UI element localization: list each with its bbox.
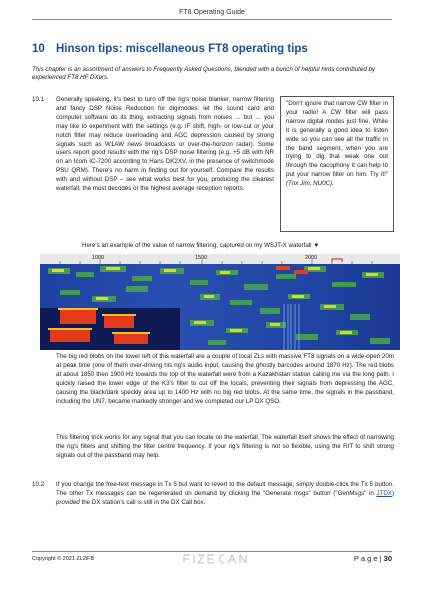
waterfall-frequency-scale: [40, 254, 400, 264]
chapter-intro: This chapter is an assortment of answers to Frequently Asked Questions, blended with a bunch of helpful hints contributed by experienced FT8 HF DXers.: [32, 66, 376, 82]
waterfall-explanation-paragraph: The big red blobs on the lower left of this waterfall are a couple of local ZLs with massive FT8 signals on a wide-open 20m at peak time (one of them over-driving his rig's audio input, causing the ghostly barcodes around 1870 Hz). The red blobs at about 1850 then 1900 Hz towards the top of the waterfall were from a Kazakhstan station calling me via the long path. I quickly raised the lower edge of the K3's filter to cut off the locals, preventing their signals from depressing the AGC, causing the black/dark speckly area up to 1400 Hz with no big red blobs. At the same time, the signals in the passband, including the UN7, became markedly stronger and we completed our LP DX QSO.: [56, 353, 394, 405]
scale-label-1500: 1500: [195, 255, 208, 261]
filtering-trick-paragraph: This filtering trick works for any signal that you can locate on the waterfall. The waterfall itself shows the effect of narrowing the rig's filters and shifting the filter centre frequency. If your rig's filtering is not so flexible, using the RIT to shift strong signals out of the passband may help.: [56, 434, 394, 459]
item-number-10-2: 10.2: [32, 481, 45, 488]
scale-ticks: [40, 254, 400, 264]
callout-quote: "Don't ignore that narrow CW filter in your radio! A CW filter will pass narrow digital modes just fine. While it is generally a good idea to listen wide so you can see all the traffic in the band segment, when you are trying to dig that weak one out through the cacophony it can help to put your narrow filter on him. Try it!": [286, 100, 388, 179]
item-10-2-text-end: the DX station's call is still in the DX Call box.: [79, 498, 206, 506]
scale-label-1000: 1000: [92, 255, 105, 261]
callsign-watermark-logo: [180, 553, 250, 565]
item-10-2-text: [56, 481, 394, 508]
item-10-1-text: Generally speaking, it's best to turn off the rig's noise blanker, narrow filtering and fancy DSP Noise Reduction for digimodes: let the sound card and computer software do its thing, extracting signals from noises … but … you may like to experiment with the settings (e.g. IF shift, high- or low-cut or your notch filter may reduce overloading and AGC depression caused by strong signals such as W1AW news broadcasts or over-the-horizon radar). Some users report good results with the rig's DSP noise filtering (e.g. +5 dB with NR on an Icom IC-7200 according to Hans DK2XV, in the presence of switchmode PSU QRM). There's no harm in finding out for yourself. Compare the results with and without DSP – see what works best for you, producing the clearest waterfall, the most decodes or the highest average reception reports.: [56, 96, 274, 193]
waterfall-spectrogram: [40, 264, 400, 350]
scale-label-2000: 2000: [305, 255, 318, 261]
page-number: [354, 554, 392, 563]
page-number-value: 30: [383, 554, 392, 563]
section-number: 10: [32, 43, 45, 55]
quote-callout-box: [280, 96, 394, 232]
running-header: FT8 Operating Guide: [179, 9, 245, 16]
item-10-2-emphasis: provided: [56, 498, 80, 506]
section-heading: [32, 43, 402, 55]
item-10-2-text-start: If you change the free-text message in Tx 5 but want to revert to the default message, simply double-click the Tx 5 button. The other Tx messages can be regenerated on demand by clicking the "Generate msgs" button ("GenMsgs" in: [56, 481, 394, 497]
copyright-notice: Copyright © 2021 ZL2iFB: [32, 556, 95, 562]
page-label: P a g e |: [353, 554, 382, 563]
item-10-2-text-mid: ): [391, 489, 394, 497]
waterfall-image: [40, 264, 400, 350]
waterfall-caption: Here's an example of the value of narrow filtering, captured on my WSJT-X waterfall ▼: [82, 242, 320, 249]
section-title: Hinson tips: miscellaneous FT8 operating tips: [56, 43, 308, 55]
callout-credit: (Tnx Jim, NU0C).: [286, 180, 334, 188]
item-number-10-1: 10.1: [32, 96, 45, 103]
footer-divider: [32, 551, 392, 552]
header-divider: [32, 19, 392, 20]
jtdx-link[interactable]: JTDX: [376, 489, 392, 497]
